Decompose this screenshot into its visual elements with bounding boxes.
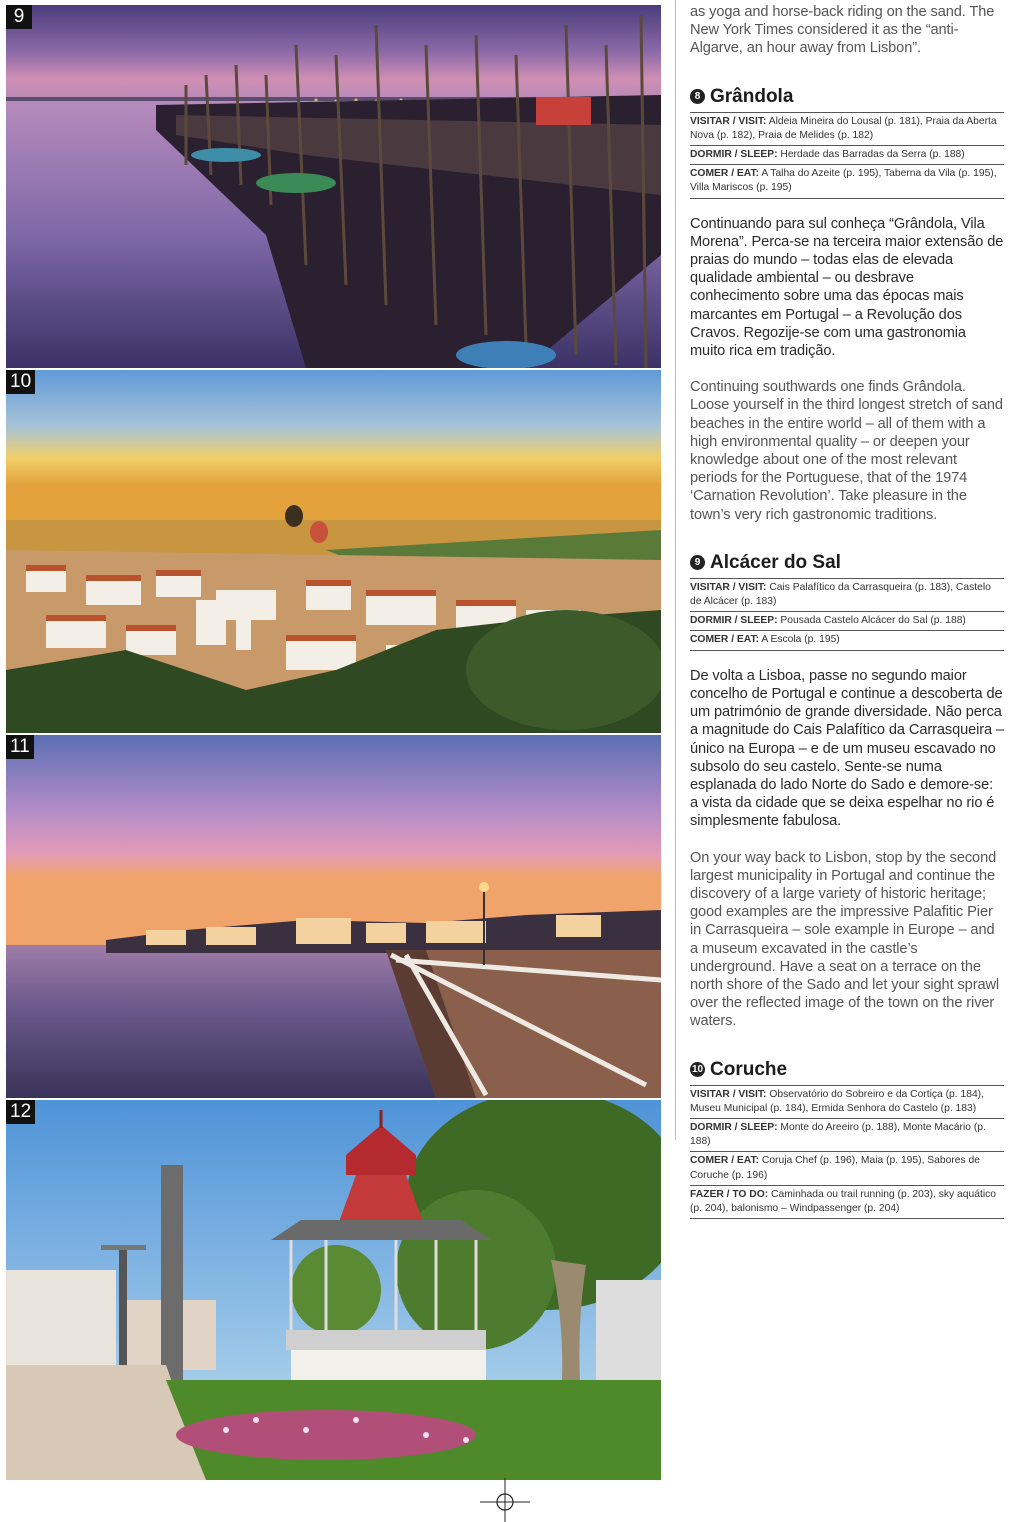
photo-waterfront-sunset [6,735,661,1098]
photo-palafitic-pier [6,5,661,368]
section-grandola [690,86,1004,524]
section-title: Coruche [710,1058,788,1080]
paragraph-en: Continuing southwards one finds Grândola. Loose yourself in the third longest stretch of sand beaches in the entire world – all of them with a high environmental quality – or deepen your knowledge about one of the most relevant periods for the Portuguese, that of the 1974 ‘Carnation Revolution’. Take pleasure in the town’s very rich gastronomic traditions. [690,379,1003,523]
section-header [690,552,1004,574]
info-row-visit: VISITAR / VISIT: Cais Palafítico da Carrasqueira (p. 183), Castelo de Alcácer (p. 183) [690,579,1004,612]
info-table [690,1085,1004,1220]
info-row-sleep: DORMIR / SLEEP: Herdade das Barradas da Serra (p. 188) [690,146,1004,165]
paragraph-pt: Continuando para sul conheça “Grândola, Vila Morena”. Perca-se na terceira maior extensão de praias do mundo – todas elas de elevada qualidade ambiental – ou desbrave conhecimento sobre uma das épocas mais marcantes em Portugal – a Revolução dos Cravos. Regozije-se com uma gastronomia muito rica em tradição. [690,215,1004,360]
info-row-eat: COMER / EAT: A Escola (p. 195) [690,631,1004,650]
info-row-todo: FAZER / TO DO: Caminhada ou trail running (p. 203), sky aquático (p. 204), balonismo – Windpassenger (p. 204) [690,1186,1004,1219]
section-header [690,86,1004,108]
pier-image [6,5,661,368]
info-row-visit: VISITAR / VISIT: Observatório do Sobreiro e da Cortiça (p. 184), Museu Municipal (p. 184), Ermida Senhora do Castelo (p. 183) [690,1086,1004,1119]
town-image [6,370,661,733]
info-row-sleep: DORMIR / SLEEP: Pousada Castelo Alcácer do Sal (p. 188) [690,612,1004,631]
text-column [690,3,1004,1219]
paragraph-pt: De volta a Lisboa, passe no segundo maior concelho de Portugal e continue a descoberta de um património de grande diversidade. Não perca a magnitude do Cais Palafítico da Carrasqueira – único na Europa – e de um museu escavado no subsolo do seu castelo. Sente-se numa esplanada do lado Norte do Sado e demore-se: a vista da cidade que se deixa espelhar no rio é simplesmente fabulosa. [690,667,1005,830]
section-number-badge: 9 [690,555,705,570]
photo-number: 11 [6,735,34,759]
section-title: Alcácer do Sal [710,551,841,573]
info-table [690,578,1004,651]
photo-column [6,5,661,1480]
photo-bandstand-park [6,1100,661,1480]
section-title: Grândola [710,85,794,107]
column-divider [675,0,676,1140]
info-row-eat: COMER / EAT: Coruja Chef (p. 196), Maia (p. 195), Sabores de Coruche (p. 196) [690,1152,1004,1185]
section-header [690,1059,1004,1081]
waterfront-image [6,735,661,1098]
info-table [690,112,1004,199]
intro-paragraph: as yoga and horse-back riding on the sand. The New York Times considered it as the “anti-Algarve, an hour away from Lisbon”. [690,4,995,57]
photo-number: 10 [6,370,35,394]
section-number-badge: 8 [690,89,705,104]
section-coruche [690,1059,1004,1220]
bandstand-image [6,1100,661,1480]
photo-number: 12 [6,1100,35,1124]
registration-mark-icon [480,1478,530,1522]
section-number-badge: 10 [691,1064,704,1076]
info-row-visit: VISITAR / VISIT: Aldeia Mineira do Lousal (p. 181), Praia da Aberta Nova (p. 182), Praia de Melides (p. 182) [690,113,1004,146]
photo-town-aerial [6,370,661,733]
info-row-eat: COMER / EAT: A Talha do Azeite (p. 195), Taberna da Vila (p. 195), Villa Mariscos (p. 195) [690,165,1004,198]
section-alcacer-do-sal [690,552,1004,1031]
photo-number: 9 [6,5,32,29]
paragraph-en: On your way back to Lisbon, stop by the second largest municipality in Portugal and continue the discovery of a large variety of historic heritage; good examples are the impressive Palafitic Pier in Carrasqueira – sole example in Europe – and a museum excavated in the castle’s underground. Have a seat on a terrace on the north shore of the Sado and let your sight sprawl over the reflected image of the town on the river waters. [690,849,1000,1030]
info-row-sleep: DORMIR / SLEEP: Monte do Areeiro (p. 188), Monte Macário (p. 188) [690,1119,1004,1152]
